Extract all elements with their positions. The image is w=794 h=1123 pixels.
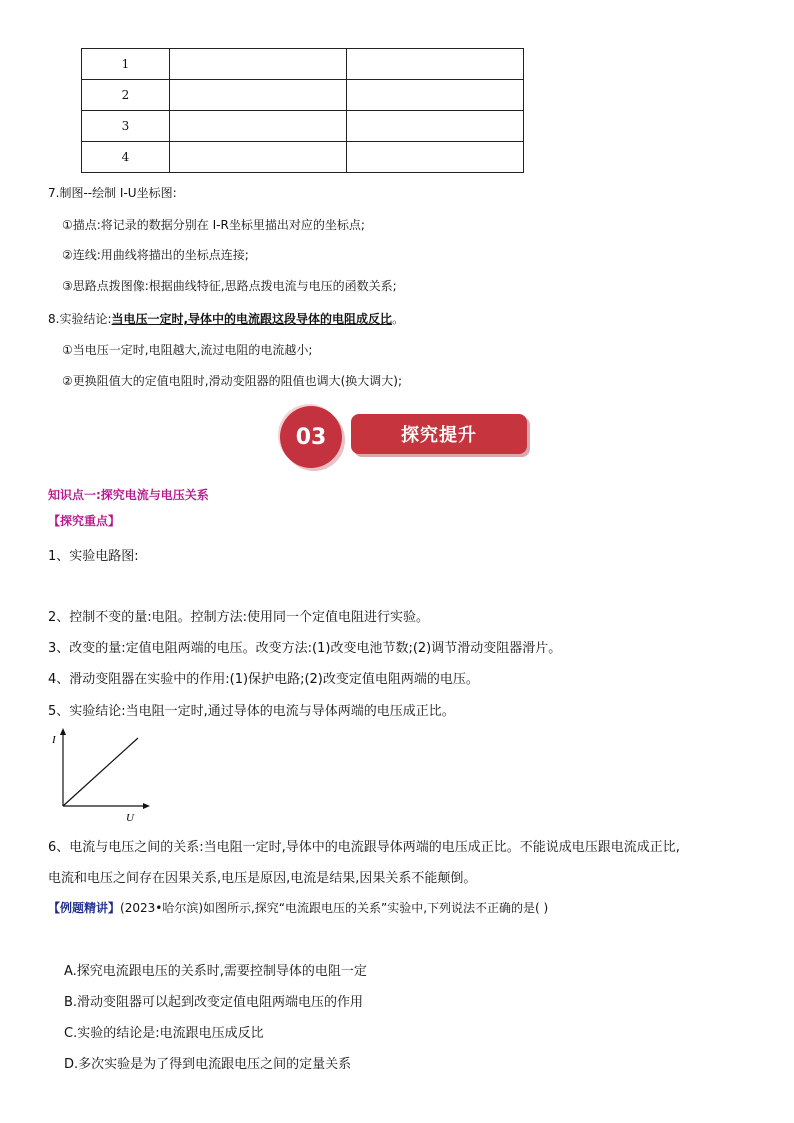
table-cell-index: 3: [82, 111, 170, 142]
section7-heading: 7.制图--绘制 I-U坐标图:: [48, 186, 177, 200]
y-axis-label: I: [52, 734, 56, 746]
section8-item: ②更换阻值大的定值电阻时,滑动变阻器的阻值也调大(换大调大);: [62, 374, 402, 388]
table-row: [82, 80, 524, 111]
point-4: 4、滑动变阻器在实验中的作用:(1)保护电路;(2)改变定值电阻两端的电压。: [48, 672, 479, 687]
table-cell-index: 4: [82, 142, 170, 173]
point-6-line2: 电流和电压之间存在因果关系,电压是原因,电流是结果,因果关系不能颠倒。: [48, 871, 477, 886]
table-row: [82, 142, 524, 173]
x-axis-label: U: [126, 812, 134, 824]
example-text: (2023•哈尔滨)如图所示,探究“电流跟电压的关系”实验中,下列说法不正确的是( ): [120, 901, 549, 915]
section7-item: ②连线:用曲线将描出的坐标点连接;: [62, 248, 249, 262]
option-c: C.实验的结论是:电流跟电压成反比: [64, 1026, 264, 1041]
section8-item: ①当电压一定时,电阻越大,流过电阻的电流越小;: [62, 343, 313, 357]
table-cell: [347, 49, 524, 80]
proportional-line: [63, 738, 138, 806]
point-5: 5、实验结论:当电阻一定时,通过导体的电流与导体两端的电压成正比。: [48, 704, 455, 719]
section7-item: ①描点:将记录的数据分别在 I-R坐标里描出对应的坐标点;: [62, 218, 365, 232]
table-cell: [170, 111, 347, 142]
table-row: [82, 111, 524, 142]
option-d: D.多次实验是为了得到电流跟电压之间的定量关系: [64, 1057, 352, 1072]
table-cell: [170, 80, 347, 111]
section7-item: ③思路点拨图像:根据曲线特征,思路点拨电流与电压的函数关系;: [62, 279, 397, 293]
y-axis-arrow: [60, 728, 66, 735]
key-points-label: 【探究重点】: [48, 514, 121, 528]
example-tag: 【例题精讲】: [48, 901, 121, 915]
i-u-graph: [48, 726, 160, 824]
table-cell: [170, 142, 347, 173]
point-1: 1、实验电路图:: [48, 549, 139, 564]
section-number-badge: 03: [280, 406, 342, 468]
data-table: [81, 48, 524, 173]
table-cell: [170, 49, 347, 80]
knowledge-point-title: 知识点一:探究电流与电压关系: [48, 488, 209, 502]
section-banner-title: 探究提升: [351, 414, 527, 454]
table-cell: [347, 111, 524, 142]
table-cell: [347, 142, 524, 173]
option-a: A.探究电流跟电压的关系时,需要控制导体的电阻一定: [64, 964, 367, 979]
table-cell: [347, 80, 524, 111]
table-cell-index: 1: [82, 49, 170, 80]
example-question: [48, 899, 548, 916]
table-cell-index: 2: [82, 80, 170, 111]
x-axis-arrow: [143, 803, 150, 809]
point-3: 3、改变的量:定值电阻两端的电压。改变方法:(1)改变电池节数;(2)调节滑动变阻器滑片。: [48, 641, 562, 656]
option-b: B.滑动变阻器可以起到改变定值电阻两端电压的作用: [64, 995, 364, 1010]
point-2: 2、控制不变的量:电阻。控制方法:使用同一个定值电阻进行实验。: [48, 610, 430, 625]
section8-suffix: 。: [392, 312, 405, 326]
conclusion-underlined: 当电压一定时,导体中的电流跟这段导体的电阻成反比: [111, 312, 393, 326]
table-row: [82, 49, 524, 80]
section8-conclusion: [48, 310, 404, 327]
section8-prefix: 8.实验结论:: [48, 312, 112, 326]
point-6-line1: 6、电流与电压之间的关系:当电阻一定时,导体中的电流跟导体两端的电压成正比。不能说成电压跟电流成正比,: [48, 840, 680, 855]
